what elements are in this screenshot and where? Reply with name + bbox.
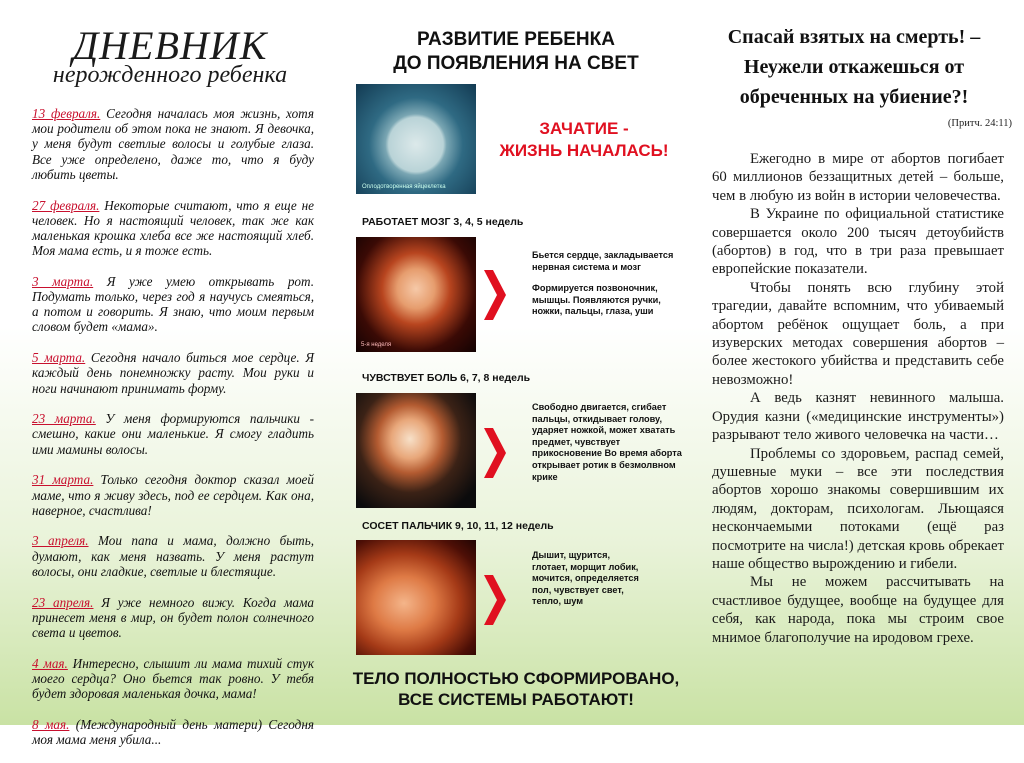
entry-date: 5 марта. (32, 350, 86, 366)
entry-text: Некоторые считают, что я еще не человек. Но я настоящий человек, так же как маленькая крошка хлеба все же настоящий хлеб. Моя мама есть, и я тоже есть. (32, 197, 314, 259)
body-paragraph: Проблемы со здоровьем, распад семей, душевные муки – все эти последствия абортов хорошо знакомы совершившим их людям, докторам, психологам. Льющаяся нескончаемыми потоками (ещё раз посмотрите на числа!) детская кровь обрекает наше общество вырождению и гибели. (712, 445, 1004, 572)
entry-date: 3 марта. (32, 273, 94, 289)
entry-date: 4 мая. (32, 655, 68, 671)
diary-entry (32, 595, 314, 641)
scripture-reference: (Притч. 24:11) (947, 118, 1012, 129)
title-line: Неужели откажешься от (743, 56, 965, 78)
photo-caption: Оплодотворенная яйцеклетка (362, 184, 446, 190)
conclusion-line: ВСЕ СИСТЕМЫ РАБОТАЮТ! (398, 690, 634, 709)
stage-description (532, 550, 642, 618)
conception-heading (480, 118, 688, 162)
entry-text: Мои папа и мама, должно быть, думают, как меня назвать. У меня растут волосы, они гладкие, светлые и блестящие. (32, 533, 314, 579)
embryo-photo (356, 393, 476, 508)
entry-text: Я уже немного вижу. Когда мама принесет меня в мир, он будет полон солнечного света и цветов. (32, 594, 314, 640)
diary-entry (32, 274, 314, 335)
description-text: Формируется позвоночник, мышцы. Появляются ручки, ножки, пальцы, глаза, уши (532, 283, 661, 317)
title-line: ДО ПОЯВЛЕНИЯ НА СВЕТ (393, 53, 639, 74)
conception-line: ЖИЗНЬ НАЧАЛАСЬ! (499, 141, 669, 160)
diary-entry (32, 106, 314, 182)
chevron-right-icon (484, 575, 506, 625)
title-line: обреченных на убиение?! (739, 86, 969, 108)
stage-label: СОСЕТ ПАЛЬЧИК 9, 10, 11, 12 недель (362, 520, 554, 532)
entry-date: 23 апреля. (32, 594, 94, 610)
chevron-right-icon (484, 428, 506, 478)
entry-date: 27 февраля. (32, 197, 100, 213)
title-line: Спасай взятых на смерть! – (727, 26, 981, 48)
description-text: Дышит, щурится, глотает, морщит лобик, мочится, определяется пол, чувствует свет, тепло, шум (532, 550, 639, 607)
stage-description (532, 250, 692, 328)
conclusion-line: ТЕЛО ПОЛНОСТЬЮ СФОРМИРОВАНО, (352, 669, 680, 688)
development-title (340, 28, 692, 76)
embryo-photo (356, 237, 476, 352)
body-paragraph: А ведь казнят невинного малыша. Орудия казни («медицинские инструменты») разрывают тело живого человечка на части… (712, 390, 1004, 444)
title-line: РАЗВИТИЕ РЕБЕНКА (417, 29, 615, 50)
appeal-column (692, 0, 1024, 725)
entry-date: 8 мая. (32, 716, 70, 732)
chevron-right-icon (484, 270, 506, 320)
entry-text: Я уже умею открывать рот. Подумать только, через год я научусь смеяться, а потом и говорить. Я знаю, что моим первым словом будет «мама». (32, 273, 314, 335)
entry-date: 13 февраля. (32, 106, 101, 121)
body-paragraph: Ежегодно в мире от абортов погибает 60 миллионов беззащитных детей – больше, чем в любую из войн в истории человечества. (712, 151, 1004, 204)
entry-text: (Международный день матери) Сегодня моя мама меня убила... (32, 716, 315, 747)
diary-entry (32, 198, 314, 259)
fertilized-egg-photo (356, 84, 476, 194)
diary-entries (32, 106, 314, 763)
conception-line: ЗАЧАТИЕ - (539, 119, 629, 138)
entry-text: Сегодня начало биться мое сердце. Я каждый день понемножку расту. Мои руки и ноги начинают принимать форму. (32, 350, 314, 396)
diary-entry (32, 717, 314, 747)
diary-title: ДНЕВНИК (72, 23, 268, 68)
body-paragraph: Чтобы понять всю глубину этой трагедии, давайте вспомним, что убиваемый абортом ребёнок ощущает боль, а при изуверских методах совершения абортов – более жестокого убийства и представить себе невозможно! (712, 279, 1004, 388)
stage-description (532, 402, 692, 493)
description-text: Бьется сердце, закладывается нервная система и мозг (532, 250, 674, 272)
diary-entry (32, 411, 314, 457)
body-paragraph: В Украине по официальной статистике совершается около 200 тысяч детоубийств (абортов) в год, что в три раза превышает европейские показатели. (712, 206, 1004, 278)
photo-caption: 5-я неделя (361, 342, 392, 348)
diary-entry (32, 472, 314, 518)
entry-text: У меня формируются пальчики - смешно, какие они маленькие. Я смогу гладить ими мамины волосы. (32, 411, 314, 457)
entry-date: 31 марта. (32, 472, 94, 488)
development-conclusion (340, 668, 692, 710)
entry-date: 23 марта. (32, 411, 96, 427)
entry-text: Сегодня началась моя жизнь, хотя мои родители об этом пока не знают. Я девочка, у меня будут светлые волосы и голубые глаза. Все уже определено, даже то, что я буду любить цветы. (32, 106, 314, 182)
diary-entry (32, 533, 314, 579)
fetus-photo (356, 540, 476, 655)
appeal-title (692, 22, 1016, 112)
entry-date: 3 апреля. (32, 533, 89, 549)
entry-text: Только сегодня доктор сказал моей маме, что я живу здесь, под ее сердцем. Как она, наверное, счастлива! (32, 472, 314, 518)
description-text: Свободно двигается, сгибает пальцы, откидывает голову, ударяет ножкой, может хватать предмет, чувствует прикосновение Во время аборта открывает ротик в безмолвном крике (532, 402, 682, 482)
diary-entry (32, 656, 314, 702)
diary-column (0, 0, 340, 747)
appeal-body (712, 150, 1004, 647)
development-column (340, 0, 692, 725)
stage-label: РАБОТАЕТ МОЗГ 3, 4, 5 недель (362, 216, 524, 228)
body-paragraph: Мы не можем рассчитывать на счастливое будущее, вообще на будущее для себя, как народа, пока мы строим свое мнимое благополучие на иродовом грехе. (712, 574, 1004, 646)
entry-text: Интересно, слышит ли мама тихий стук моего сердца? Оно бьется так ровно. У тебя будет здоровая маленькая дочка, мама! (32, 655, 315, 702)
diary-subtitle: нерожденного ребенка (52, 62, 288, 88)
stage-label: ЧУВСТВУЕТ БОЛЬ 6, 7, 8 недель (362, 372, 531, 384)
diary-entry (32, 350, 314, 396)
